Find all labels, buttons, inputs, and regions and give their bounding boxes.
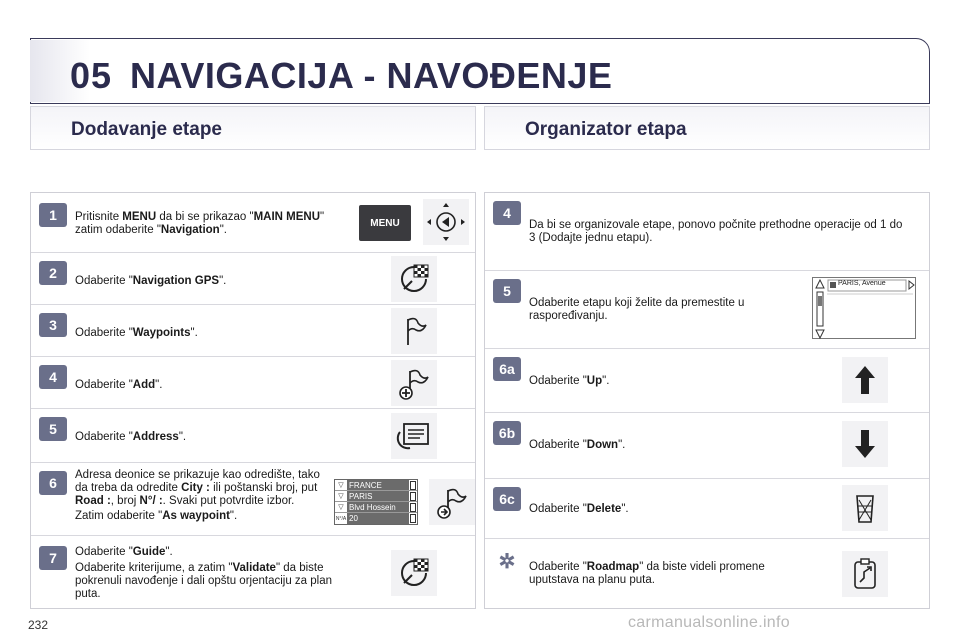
- page-number: 232: [28, 618, 49, 632]
- step-badge: 6a: [493, 357, 521, 381]
- roadbook-screen: [812, 277, 916, 339]
- step-text: Odaberite "Add".: [75, 379, 163, 391]
- step-text: Odaberite "Roadmap" da biste videli promene uputstava na planu puta.: [529, 561, 765, 586]
- step-text: Da bi se organizovale etape, ponovo počnite prethodne operacije od 1 do 3 (Dodajte jednu etapu).: [529, 219, 903, 244]
- step-6b: [485, 413, 929, 479]
- step-1: [31, 193, 475, 253]
- step-6a: [485, 349, 929, 413]
- roadbook-entry: PARIS, Avenue: [838, 280, 886, 287]
- as-waypoint-icon: [429, 479, 475, 525]
- roadmap-icon: [842, 551, 888, 597]
- screen-row: ▽ Blvd Hossein: [335, 502, 417, 513]
- step-5-select: [485, 271, 929, 349]
- guide-icon: [391, 550, 437, 596]
- navigation-gps-icon: [391, 256, 437, 302]
- screen-row: ▽ PARIS: [335, 491, 417, 502]
- step-text: Odaberite etapu koji želite da premestite u raspoređivanju.: [529, 297, 745, 322]
- step-text: Odaberite "Delete".: [529, 503, 629, 515]
- arrow-up-icon: [842, 357, 888, 403]
- step-text: Odaberite "Navigation GPS".: [75, 275, 227, 287]
- step-3: [31, 305, 475, 357]
- watermark: carmanualsonline.info: [628, 614, 790, 631]
- step-5: [31, 409, 475, 463]
- step-badge: 4: [493, 201, 521, 225]
- step-text: Odaberite "Waypoints".: [75, 327, 198, 339]
- step-4: [31, 357, 475, 409]
- step-roadmap: [485, 539, 929, 610]
- step-badge: 1: [39, 203, 67, 227]
- step-badge: 6: [39, 471, 67, 495]
- step-6: [31, 463, 475, 536]
- address-icon: [391, 413, 437, 459]
- step-text: Pritisnite MENU da bi se prikazao "MAIN MENU" zatim odaberite "Navigation".: [75, 211, 325, 236]
- step-7: [31, 536, 475, 610]
- address-entry-screen: [334, 479, 418, 525]
- step-text: Odaberite "Address".: [75, 431, 187, 443]
- step-text: Odaberite "Guide". Odaberite kriterijume, a zatim "Validate" da biste pokrenuli navođenje i dali opštu orjentaciju za plan puta.: [75, 546, 333, 600]
- step-text: Adresa deonice se prikazuje kao odredište, tako da treba da odredite City : ili poštanski broj, put Road :, broj N°/ :. Svaki put potvrdite izbor. Zatim odaberite "As waypoint".: [75, 469, 320, 522]
- step-text: Odaberite "Up".: [529, 375, 610, 387]
- step-4-organize: [485, 193, 929, 271]
- step-badge: 5: [39, 417, 67, 441]
- step-6c: [485, 479, 929, 539]
- step-badge: 4: [39, 365, 67, 389]
- chapter-number: 05: [70, 55, 113, 96]
- step-badge: ✲: [498, 550, 516, 573]
- section-title: Organizator etapa: [525, 119, 687, 140]
- trash-bin-icon: [842, 485, 888, 531]
- left-steps-panel: [30, 192, 476, 609]
- screen-row: ▽ FRANCE: [335, 480, 417, 491]
- section-heading-right: [484, 106, 930, 150]
- step-badge: 6b: [493, 421, 521, 445]
- step-2: [31, 253, 475, 305]
- screen-row: N°/A 20: [335, 513, 417, 524]
- step-badge: 7: [39, 546, 67, 570]
- add-waypoint-icon: [391, 360, 437, 406]
- step-badge: 2: [39, 261, 67, 285]
- arrow-down-icon: [842, 421, 888, 467]
- section-heading-left: [30, 106, 476, 150]
- step-badge: 5: [493, 279, 521, 303]
- step-text: Odaberite "Down".: [529, 439, 626, 451]
- right-steps-panel: [484, 192, 930, 609]
- joystick-icon: [423, 199, 469, 245]
- waypoint-flag-icon: [391, 308, 437, 354]
- chapter-title: NAVIGACIJA - NAVOĐENJE: [130, 55, 613, 96]
- section-title: Dodavanje etape: [71, 119, 222, 140]
- step-badge: 6c: [493, 487, 521, 511]
- step-badge: 3: [39, 313, 67, 337]
- menu-button-image: MENU: [359, 205, 411, 241]
